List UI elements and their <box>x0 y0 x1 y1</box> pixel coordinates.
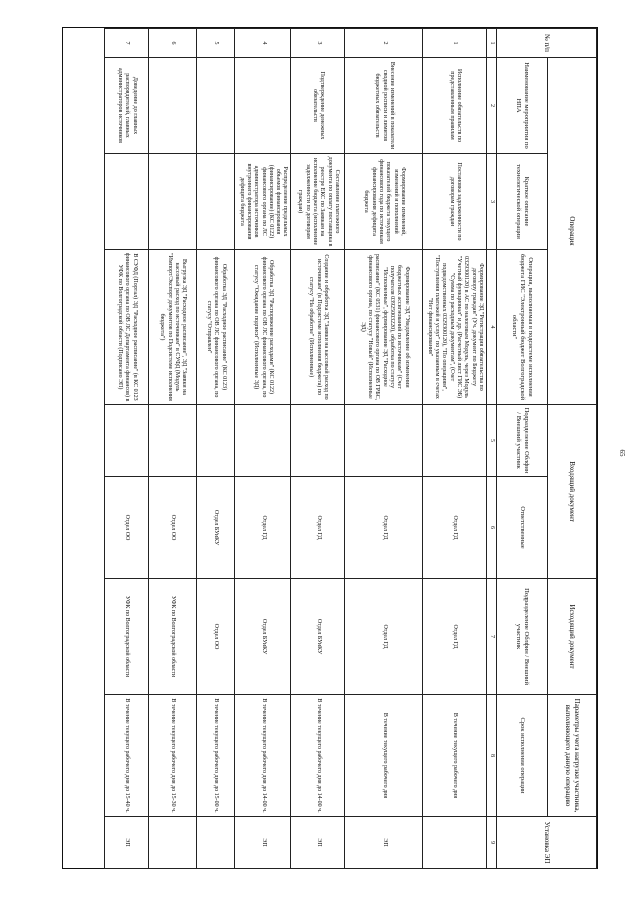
header-operation: Операция <box>548 58 597 405</box>
output-unit: Отдел БУиКУ <box>291 579 345 695</box>
output-unit: Отдел ГД <box>423 579 487 695</box>
col-number: 4 <box>487 250 497 405</box>
input-unit <box>291 405 345 477</box>
input-unit <box>235 405 291 477</box>
operation-description <box>105 154 149 250</box>
responsible: Отдел ГД <box>291 477 345 579</box>
operation-description <box>197 154 235 250</box>
table-row <box>149 29 197 869</box>
header-col4: Операция, выполняемая в подсистеме исполнения бюджета ГИС "Электронный бюджет Волгоградской области" <box>497 250 548 405</box>
output-unit: Отдел ГД <box>345 579 423 695</box>
install-ep: ЭП <box>235 817 291 869</box>
output-unit: УФК по Волгоградской области <box>105 579 149 695</box>
input-unit <box>105 405 149 477</box>
header-col3: Краткое описание технологической операции <box>497 154 548 250</box>
install-ep: ЭП <box>345 817 423 869</box>
col-number: 6 <box>487 477 497 579</box>
header-load-params: Параметры учета нагрузки участника, выполняющего данную операцию <box>548 695 597 817</box>
event-name <box>235 58 291 154</box>
output-unit: УФК по Волгоградской области <box>149 579 197 695</box>
operation-description: Формирование изменений, изменений и пополнений показателей бюджета текущего финансового года по источникам финансирования дефицита бюджета <box>345 154 423 250</box>
header-col5: Подразделение Облфин / Внешний участник <box>497 405 548 477</box>
deadline: В течение текущего рабочего дня до 14-00 ч. <box>235 695 291 817</box>
input-unit <box>197 405 235 477</box>
row-number: 4 <box>235 29 291 58</box>
deadline: В течение текущего рабочего дня до 15-30 ч. <box>149 695 197 817</box>
deadline: В течение текущего рабочего дня <box>345 695 423 817</box>
input-unit <box>423 405 487 477</box>
event-name: Внесение изменений в показатели сводной росписи и лимитов бюджетных обязательств <box>345 58 423 154</box>
row-number: 1 <box>423 29 487 58</box>
row-number: 3 <box>291 29 345 58</box>
install-ep <box>149 817 197 869</box>
row-number: 7 <box>105 29 149 58</box>
row-number: 2 <box>345 29 423 58</box>
responsible: Отдел ОО <box>149 477 197 579</box>
col-number: 1 <box>487 29 497 58</box>
document-sheet <box>62 27 598 869</box>
header-col2: Наименование мероприятия по НПА <box>497 58 548 154</box>
header-col6: Ответственные <box>497 477 548 579</box>
row-number: 5 <box>197 29 235 58</box>
deadline: В течение текущего рабочего дня до 15-00 ч. <box>197 695 235 817</box>
header-input-document: Входящий документ <box>548 405 597 579</box>
responsible: Отдел ГД <box>345 477 423 579</box>
event-name: Исполнение обязательств по представленным правилам <box>423 58 487 154</box>
output-unit: Отдел ОО <box>197 579 235 695</box>
input-unit <box>345 405 423 477</box>
output-unit: Отдел БУиКУ <box>235 579 291 695</box>
event-name: Подтверждение денежных обязательств <box>291 58 345 154</box>
system-operation: Формирование ЭД "Уведомление об изменении бюджетных ассигнований по источникам" (Счет получателя 03925003220), обработка по статусу "Исполненные", формирование ЭД "Расходное расписание" (КС 0531) финансового органа по ОВ ГРБС, финансового органа, по статусу "Новый" (Исполненные ЭД) <box>345 250 423 405</box>
system-operation: Выгрузка ЭД "Расходное расписание", ЭД "Заявки на кассовый расход по источникам" в СУФД (Модуль "Импорт/Экспорт документов по Подсистеме исполнения бюджета") <box>149 250 197 405</box>
event-name <box>149 58 197 154</box>
table-row <box>197 29 235 869</box>
table-row <box>423 29 487 869</box>
table-row <box>235 29 291 869</box>
responsible: Отдел БУиКУ <box>197 477 235 579</box>
input-unit <box>149 405 197 477</box>
header-col8: Срок исполнения операции <box>497 695 548 817</box>
table-row <box>345 29 423 869</box>
operation-description: Распределение предельных объемов финансирования (финансирование) (КС 0122) финансового органа по ЛС администратора источников внутреннего финансирования дефицита бюджета <box>235 154 291 250</box>
system-operation: В СУФД (Портал) ЭД "Расходное расписание" (в КС 0123 финансового органа по ОВ ЛС Департамента финансов) в УФК по Волгоградской области (Подписано ЭП) <box>105 250 149 405</box>
responsible: Отдел ГД <box>423 477 487 579</box>
install-ep <box>197 817 235 869</box>
deadline: В течение текущего рабочего дня до 15-40 ч. <box>105 695 149 817</box>
header-num: № п/п <box>497 29 597 58</box>
header-install-ep: Установка ЭП <box>497 817 597 869</box>
col-number: 7 <box>487 579 497 695</box>
col-number: 5 <box>487 405 497 477</box>
system-operation: Обработка ЭД "Распоряжение расходами" (КС 0122) финансового органа по ОВ ЛС финансового органа, по статусу "Ожидание подписи" (Исполненные ЭД) <box>235 250 291 405</box>
event-name <box>197 58 235 154</box>
system-operation: Обработка ЭД "Расходное расписание" (КС 0123) финансового органа по ОВ ЛС финансового органа, по статусу "Отправлен" <box>197 250 235 405</box>
page-number: 65 <box>618 449 626 457</box>
operation-description: Составление платежного документа по оплату поставщика в реестре ЕКС по Заявкам на исполнение бюджета (исполнение задолженности по договорам граждан) <box>291 154 345 250</box>
col-number: 3 <box>487 154 497 250</box>
install-ep <box>423 817 487 869</box>
system-operation: Формирование ЭД "Регистрация обязательства по договору граждан" (Уч. документ по Бюджету 0329300120) в АС по налоговым Модуль, через Модуль "Учетный функционал" и др. (Расчетный лист ГИС ЭБ) "Сумма по расходным документам", (Счет подведомственных 0329300120), "По операциям", "Поступления платежей и услуг" по указанным в счетах "Нет финансирования" <box>423 250 487 405</box>
row-number: 6 <box>149 29 197 58</box>
responsible: Отдел ОО <box>105 477 149 579</box>
operation-description <box>149 154 197 250</box>
deadline: В течение текущего рабочего дня <box>423 695 487 817</box>
responsible: Отдел ГД <box>235 477 291 579</box>
deadline: В течение текущего рабочего дня до 14-00 ч. <box>291 695 345 817</box>
install-ep: ЭП <box>105 817 149 869</box>
event-name: Доведение до главных распорядителей, главных администраторов источников <box>105 58 149 154</box>
header-output-document: Исходящий документ <box>548 579 597 695</box>
col-number: 8 <box>487 695 497 817</box>
system-operation: Создание и обработка ЭД "Заявки на кассовый расход по источникам" (в Подсистеме исполнения бюджета) по статусу "На обработке" (Исполненные) <box>291 250 345 405</box>
operations-table <box>104 28 597 869</box>
col-number: 2 <box>487 58 497 154</box>
install-ep: ЭП <box>291 817 345 869</box>
header-col7: Подразделение Облфин / Внешний участник <box>497 579 548 695</box>
column-numbers-row <box>487 29 497 869</box>
table-row <box>105 29 149 869</box>
operation-description: Постановка задолженности по договорам граждан <box>423 154 487 250</box>
table-row <box>291 29 345 869</box>
col-number: 9 <box>487 817 497 869</box>
